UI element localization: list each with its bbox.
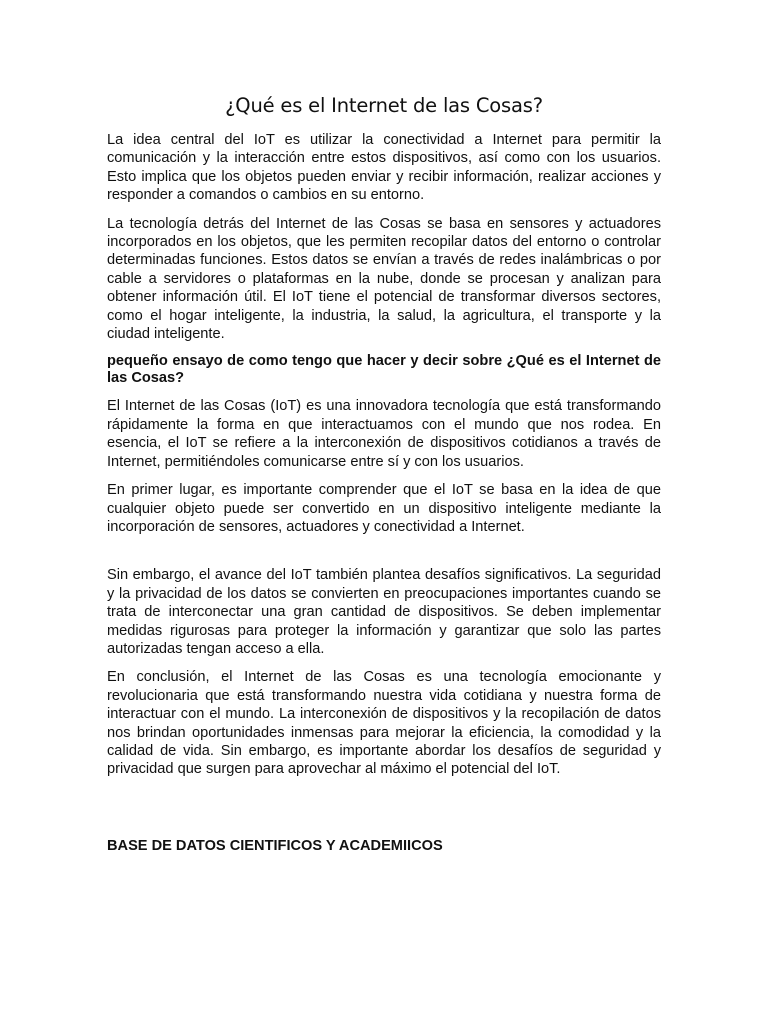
- paragraph-essay-intro: El Internet de las Cosas (IoT) es una innovadora tecnología que está transformando rápidamente la forma en que interactuamos con el mundo que nos rodea. En esencia, el IoT se refiere a la interconexión de dispositivos cotidianos a través de Internet, permitiéndoles comunicarse entre sí y con los usuarios.: [107, 398, 661, 470]
- paragraph-iot-idea: La idea central del IoT es utilizar la conectividad a Internet para permitir la comunicación y la interacción entre estos dispositivos, así como con los usuarios. Esto implica que los objetos pueden enviar y recibir información, realizar acciones y responder a comandos o cambios en su entorno.: [107, 132, 661, 204]
- document-page: [107, 94, 661, 855]
- essay-prompt-heading: pequeño ensayo de como tengo que hacer y decir sobre ¿Qué es el Internet de las Cosas?: [107, 353, 661, 387]
- paragraph-iot-technology: La tecnología detrás del Internet de las Cosas se basa en sensores y actuadores incorporados en los objetos, que les permiten recopilar datos del entorno o controlar determinadas funciones. Estos datos se envían a través de redes inalámbricas o por cable a servidores o plataformas en la nube, donde se procesan y analizan para obtener información útil. El IoT tiene el potencial de transformar diversos sectores, como el hogar inteligente, la industria, la salud, la agricultura, el transporte y la ciudad inteligente.: [107, 215, 661, 343]
- paragraph-essay-first-point: En primer lugar, es importante comprender que el IoT se basa en la idea de que cualquier objeto puede ser convertido en un dispositivo inteligente mediante la incorporación de sensores, actuadores y conectividad a Internet.: [107, 482, 661, 535]
- section-heading-databases: BASE DE DATOS CIENTIFICOS Y ACADEMIICOS: [107, 837, 443, 854]
- page-title: ¿Qué es el Internet de las Cosas?: [225, 94, 543, 117]
- paragraph-challenges: Sin embargo, el avance del IoT también plantea desafíos significativos. La seguridad y la privacidad de los datos se convierten en preocupaciones importantes cuando se trata de interconectar una gran cantidad de dispositivos. Se deben implementar medidas rigurosas para proteger la información y garantizar que solo las partes autorizadas tengan acceso a ella.: [107, 567, 661, 657]
- paragraph-conclusion: En conclusión, el Internet de las Cosas es una tecnología emocionante y revolucionaria que está transformando nuestra vida cotidiana y nuestra forma de interactuar con el mundo. La interconexión de dispositivos y la recopilación de datos nos brindan oportunidades inmensas para mejorar la eficiencia, la comodidad y la calidad de vida. Sin embargo, es importante abordar los desafíos de seguridad y privacidad que surgen para aprovechar al máximo el potencial del IoT.: [107, 669, 661, 778]
- blank-line: [107, 546, 661, 566]
- blank-lines: [107, 789, 661, 837]
